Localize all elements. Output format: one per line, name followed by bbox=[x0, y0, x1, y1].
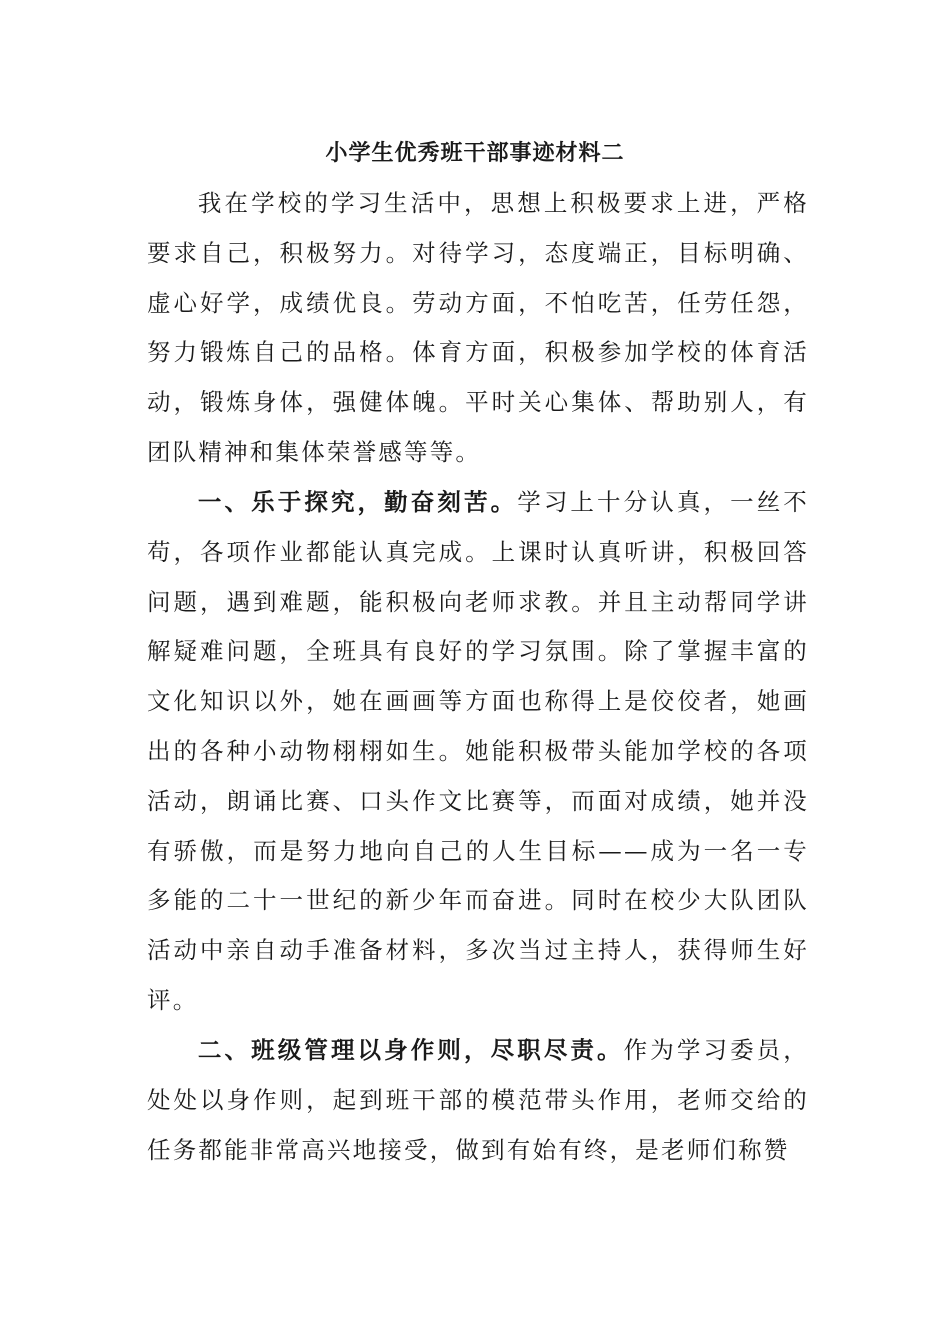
paragraph-section-one bbox=[147, 478, 809, 1026]
paragraph-text: 作为学习委员，处处以身作则，起到班干部的模范带头作用，老师交给的任务都能非常高兴地接受，做到有始有终，是老师们称赞 bbox=[147, 1036, 809, 1164]
paragraph-section-two bbox=[147, 1026, 809, 1175]
paragraph-intro bbox=[147, 179, 809, 478]
section-heading: 一、乐于探究，勤奋刻苦。 bbox=[197, 488, 518, 516]
paragraph-text: 学习上十分认真，一丝不苟，各项作业都能认真完成。上课时认真听讲，积极回答问题，遇到难题，能积极向老师求教。并且主动帮同学讲解疑难问题，全班具有良好的学习氛围。除了掌握丰富的文化知识以外，她在画画等方面也称得上是佼佼者，她画出的各种小动物栩栩如生。她能积极带头能加学校的各项活动，朗诵比赛、口头作文比赛等，而面对成绩，她并没有骄傲，而是努力地向自己的人生目标——成为一名一专多能的二十一世纪的新少年而奋进。同时在校少大队团队活动中亲自动手准备材料，多次当过主持人，获得师生好评。 bbox=[147, 488, 810, 1014]
section-heading: 二、班级管理以身作则，尽职尽责。 bbox=[197, 1036, 624, 1064]
paragraph-text: 我在学校的学习生活中，思想上积极要求上进，严格要求自己，积极努力。对待学习，态度端正，目标明确、虚心好学，成绩优良。劳动方面，不怕吃苦，任劳任怨，努力锻炼自己的品格。体育方面，积极参加学校的体育活动，锻炼身体，强健体魄。平时关心集体、帮助别人，有团队精神和集体荣誉感等等。 bbox=[147, 189, 809, 466]
document-title: 小学生优秀班干部事迹材料二 bbox=[325, 140, 625, 166]
